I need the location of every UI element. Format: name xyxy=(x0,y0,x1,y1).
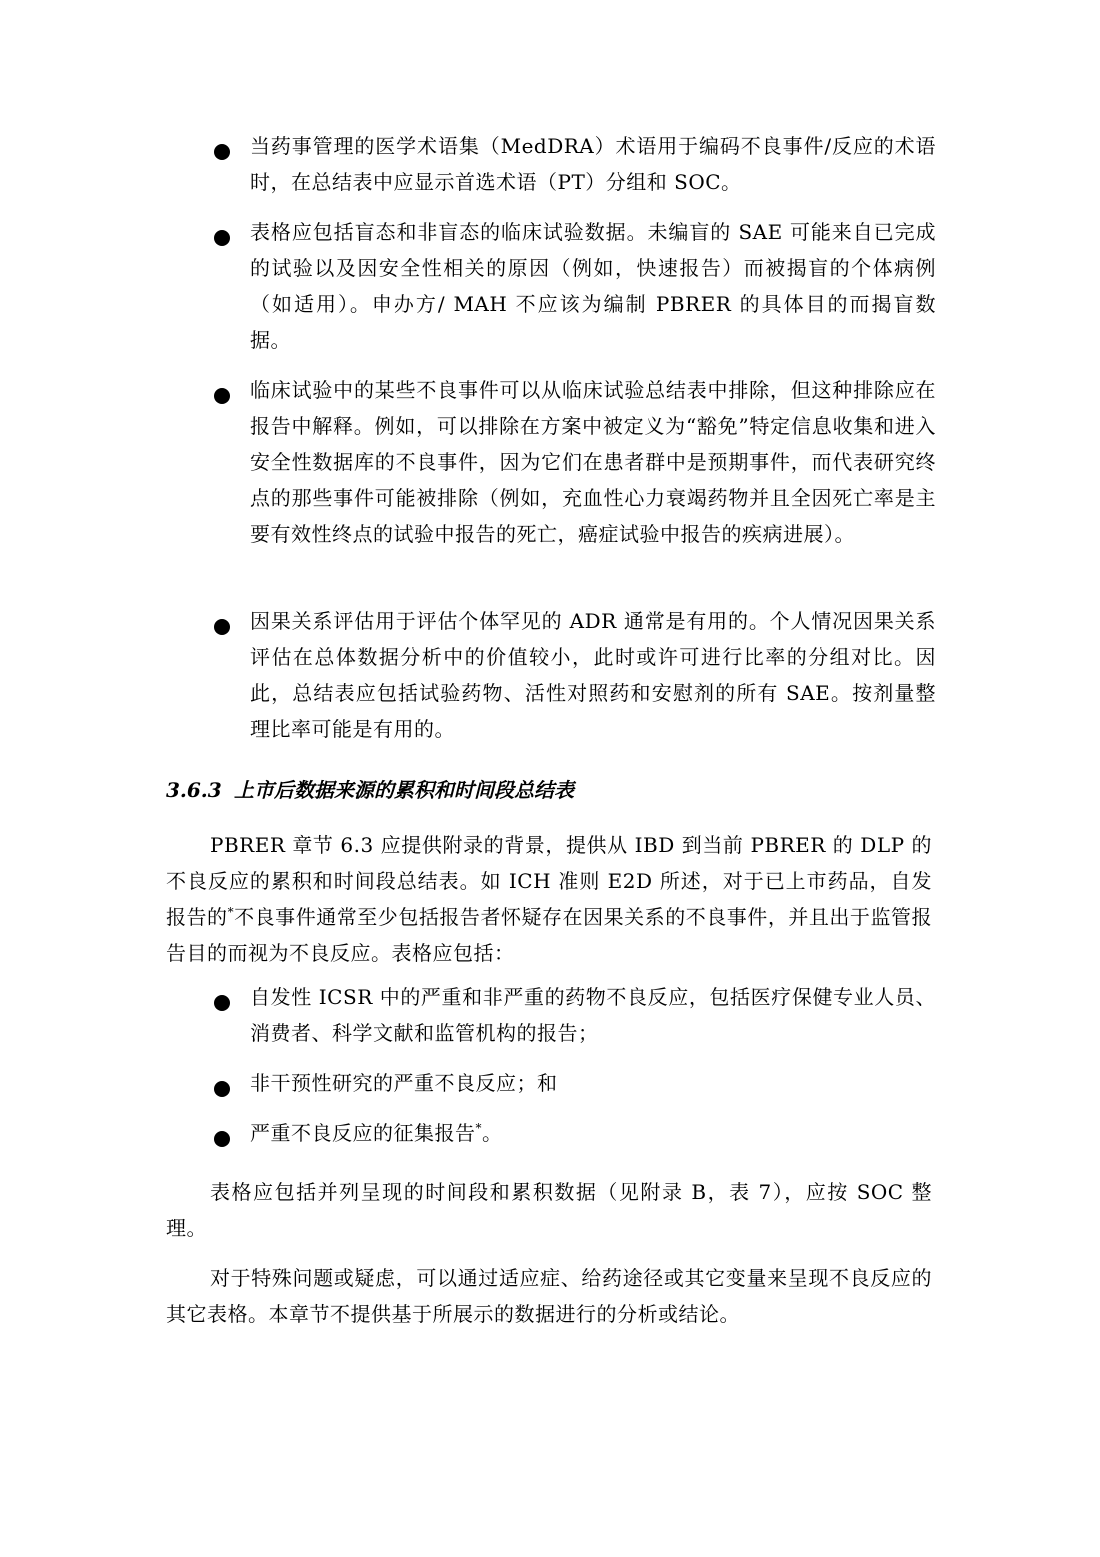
bullet-dot-icon xyxy=(214,995,230,1011)
bullet-text: 非干预性研究的严重不良反应；和 xyxy=(250,1071,558,1095)
bullet-last-end: 。 xyxy=(482,1121,503,1145)
intro-text: PBRER 章节 6.3 应提供附录的背景，提供从 IBD 到当前 PBRER 的 DLP 的不良反应的累积和时间段总结表。如 ICH 准则 E2D 所述，对于已上市药品，自发报告的 xyxy=(166,833,932,929)
bullet-text: 自发性 ICSR 中的严重和非严重的药物不良反应，包括医疗保健专业人员、消费者、科学文献和监管机构的报告； xyxy=(250,985,936,1045)
bullet-dot-icon xyxy=(214,230,230,246)
section-heading xyxy=(166,774,574,806)
bullet-text: 当药事管理的医学术语集（MedDRA）术语用于编码不良事件/反应的术语时，在总结表中应显示首选术语（PT）分组和 SOC。 xyxy=(250,134,936,194)
bullet-text: 临床试验中的某些不良事件可以从临床试验总结表中排除，但这种排除应在报告中解释。例如，可以排除在方案中被定义为“豁免”特定信息收集和进入安全性数据库的不良事件，因为它们在患者群中是预期事件，而代表研究终点的那些事件可能被排除（例如，充血性心力衰竭药物并且全因死亡率是主要有效性终点的试验中报告的死亡，癌症试验中报告的疾病进展）。 xyxy=(250,378,936,546)
bullet-dot-icon xyxy=(214,144,230,160)
bullet-text xyxy=(250,1115,936,1151)
footnote-mark: * xyxy=(227,905,235,919)
footnote-mark: * xyxy=(475,1121,482,1135)
bullet-dot-icon xyxy=(214,619,230,635)
bullet-dot-icon xyxy=(214,1081,230,1097)
special-issues-paragraph: 对于特殊问题或疑虑，可以通过适应症、给药途径或其它变量来呈现不良反应的其它表格。本章节不提供基于所展示的数据进行的分析或结论。 xyxy=(166,1266,932,1326)
bullet-dot-icon xyxy=(214,388,230,404)
bullet-text: 表格应包括盲态和非盲态的临床试验数据。未编盲的 SAE 可能来自已完成的试验以及因安全性相关的原因（例如，快速报告）而被揭盲的个体病例（如适用）。申办方/ MAH 不应该为编制 PBRER 的具体目的而揭盲数据。 xyxy=(250,220,936,352)
bullet-text: 因果关系评估用于评估个体罕见的 ADR 通常是有用的。个人情况因果关系评估在总体数据分析中的价值较小，此时或许可进行比率的分组对比。因此，总结表应包括试验药物、活性对照药和安慰剂的所有 SAE。按剂量整理比率可能是有用的。 xyxy=(250,609,936,741)
bullet-dot-icon xyxy=(214,1131,230,1147)
bullet-last-text: 严重不良反应的征集报告 xyxy=(250,1121,476,1145)
tables-paragraph: 表格应包括并列呈现的时间段和累积数据（见附录 B，表 7），应按 SOC 整理。 xyxy=(166,1180,932,1240)
intro-text-cont: 不良事件通常至少包括报告者怀疑存在因果关系的不良事件，并且出于监管报告目的而视为不良反应。表格应包括： xyxy=(166,905,933,965)
intro-paragraph xyxy=(166,827,932,971)
section-title: 上市后数据来源的累积和时间段总结表 xyxy=(234,778,574,802)
section-number: 3.6.3 xyxy=(166,778,222,802)
